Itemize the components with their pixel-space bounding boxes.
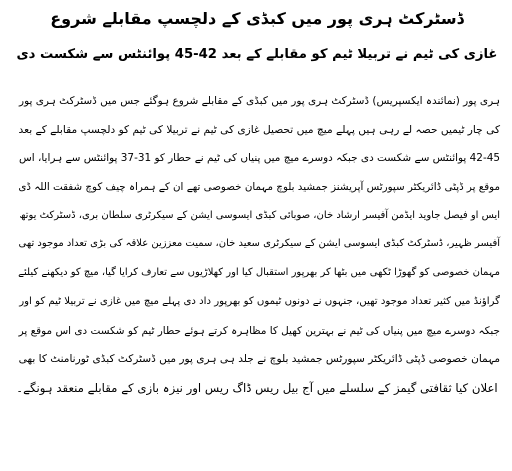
body-line: مہمان خصوصی کو گھوڑا ٹکھی میں بٹھا کر بھرپور استقبال کیا اور کھلاڑیوں سے تعارف کرایا گیا، میچ کو دیکھنے کیلئے: [18, 267, 500, 279]
subheadline: غازی کی ٹیم نے تربیلا ٹیم کو مقابلے کے بعد 42-45 پوائنٹس سے شکست دی: [16, 47, 498, 62]
headline: ڈسٹرکٹ ہری پور میں کبڈی کے دلچسپ مقابلے شروع: [50, 9, 464, 28]
body-line: گراؤنڈ میں کثیر تعداد موجود تھیں، جنہوں نے دونوں ٹیموں کو بھرپور داد دی پہلے میچ میں غازی نے تربیلا ٹیم کو اور: [19, 295, 500, 307]
body-line: کی چار ٹیمیں حصہ لے رہی ہیں پہلے میچ میں تحصیل غازی کی ٹیم نے تربیلا کی ٹیم کو دلچسپ مقابلے کے بعد: [18, 122, 500, 136]
body-line: جبکہ دوسرے میچ میں پنیاں کی ٹیم نے بہترین کھیل کا مظاہرہ کرتے ہوئے حطار ٹیم کو شکست دی اس موقع پر: [18, 324, 500, 337]
body-line: آفیسر ظہیر، ڈسٹرکٹ کبڈی ایسوسی ایشن کے سیکرٹری سعید خان، سمیت معززین علاقہ کی بڑی تعداد موجود تھی: [18, 238, 500, 250]
body-line: ہری پور (نمائندہ ایکسپریس) ڈسٹرکٹ ہری پور میں کبڈی کے مقابلے شروع ہوگئے جس میں ڈسٹرکٹ ہری پور: [19, 95, 500, 107]
body-line: مہمان خصوصی ڈپٹی ڈائریکٹر سپورٹس جمشید بلوچ نے جلد ہی ہری پور میں ڈسٹرکٹ کبڈی ٹورنامنٹ کا بھی: [18, 353, 500, 366]
body-line: اعلان کیا ثقافتی گیمز کے سلسلے میں آج بیل ریس ڈاگ ریس اور نیزہ بازی کے مقابلے منعقد ہونگے۔: [16, 380, 498, 395]
body-line: 42-45 پوائنٹس سے شکست دی جبکہ دوسرے میچ میں پنیاں کی ٹیم نے حطار کو 31-37 پوائنٹس سے ہرایا، اس: [19, 152, 500, 165]
body-line: موقع پر ڈپٹی ڈائریکٹر سپورٹس آپریشنز جمشید بلوچ مہمان خصوصی تھے ان کے ہمراہ چیف کوچ شفقت اللہ ڈی: [18, 181, 500, 194]
body-line: ایس او فیصل جاوید ایڈمن آفیسر ارشاد خان، صوبائی کبڈی ایسوسی ایشن کے سیکرٹری سلطان بری، ڈسٹرکٹ یوتھ: [19, 209, 500, 221]
article-body: [14, 87, 500, 403]
